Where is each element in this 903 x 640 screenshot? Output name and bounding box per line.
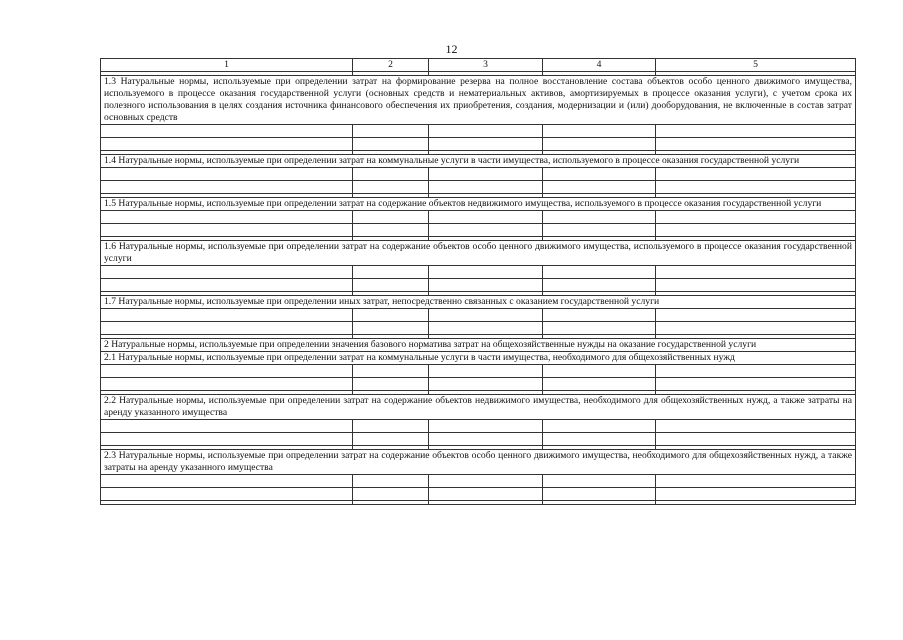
empty-cell <box>353 309 429 322</box>
empty-data-row <box>101 488 856 501</box>
empty-cell <box>353 279 429 292</box>
empty-cell <box>543 211 656 224</box>
empty-cell <box>656 309 856 322</box>
empty-cell <box>656 266 856 279</box>
empty-cell <box>429 125 543 138</box>
section-heading: 1.5 Натуральные нормы, используемые при определении затрат на содержание объектов недвижимого имущества, используемого в процессе оказания государственной услуги <box>101 198 856 211</box>
empty-cell <box>101 224 353 237</box>
empty-data-row <box>101 309 856 322</box>
empty-cell <box>656 365 856 378</box>
page-number: 12 <box>445 42 458 56</box>
empty-cell <box>353 322 429 335</box>
empty-cell <box>101 365 353 378</box>
empty-cell <box>656 488 856 501</box>
spacer-row <box>101 501 856 505</box>
empty-data-row <box>101 322 856 335</box>
empty-cell <box>543 501 656 505</box>
section-heading-row <box>101 339 856 352</box>
empty-data-row <box>101 168 856 181</box>
empty-cell <box>543 168 656 181</box>
empty-cell <box>543 125 656 138</box>
empty-cell <box>543 488 656 501</box>
empty-cell <box>353 138 429 151</box>
empty-cell <box>101 475 353 488</box>
empty-data-row <box>101 433 856 446</box>
empty-cell <box>656 181 856 194</box>
empty-cell <box>429 168 543 181</box>
column-header-3: 3 <box>429 59 543 72</box>
empty-cell <box>429 488 543 501</box>
section-heading: 2 Натуральные нормы, используемые при определении значения базового норматива затрат на общехозяйственные нужды на оказание государственной услуги <box>101 339 856 352</box>
empty-data-row <box>101 125 856 138</box>
empty-cell <box>543 279 656 292</box>
column-header-2: 2 <box>353 59 429 72</box>
empty-cell <box>101 181 353 194</box>
empty-cell <box>429 224 543 237</box>
empty-cell <box>543 378 656 391</box>
empty-cell <box>429 475 543 488</box>
empty-cell <box>101 420 353 433</box>
empty-cell <box>543 420 656 433</box>
empty-cell <box>353 224 429 237</box>
section-heading-row <box>101 296 856 309</box>
empty-data-row <box>101 224 856 237</box>
empty-cell <box>353 168 429 181</box>
empty-data-row <box>101 181 856 194</box>
empty-cell <box>656 322 856 335</box>
empty-data-row <box>101 378 856 391</box>
empty-cell <box>353 433 429 446</box>
section-heading-row <box>101 241 856 266</box>
empty-data-row <box>101 365 856 378</box>
section-heading: 1.6 Натуральные нормы, используемые при определении затрат на содержание объектов особо ценного движимого имущества, используемого в процессе оказания государственной услуги <box>101 241 856 266</box>
empty-cell <box>656 138 856 151</box>
empty-cell <box>101 488 353 501</box>
empty-cell <box>429 211 543 224</box>
column-header-1: 1 <box>101 59 353 72</box>
empty-cell <box>429 420 543 433</box>
section-heading: 1.7 Натуральные нормы, используемые при определении иных затрат, непосредственно связанных с оказанием государственной услуги <box>101 296 856 309</box>
empty-cell <box>429 365 543 378</box>
empty-cell <box>543 475 656 488</box>
empty-cell <box>543 309 656 322</box>
empty-cell <box>101 168 353 181</box>
empty-cell <box>543 266 656 279</box>
empty-cell <box>429 322 543 335</box>
section-heading: 2.3 Натуральные нормы, используемые при определении затрат на содержание объектов особо ценного движимого имущества, необходимого для общехозяйственных нужд, а также затраты на аренду указанного имущества <box>101 450 856 475</box>
column-number-row <box>101 59 856 72</box>
empty-cell <box>353 420 429 433</box>
section-heading: 1.3 Натуральные нормы, используемые при определении затрат на формирование резерва на полное восстановление состава объектов особо ценного движимого имущества, используемого в процессе оказания государственной услуги (основных средств и нематериальных активов, амортизируемых в процессе оказания услуги), с учетом срока их полезного использования в целях создания источника финансового обеспечения их приобретения, создания, модернизации и (или) дооборудования, не включенные в состав затрат основных средств <box>101 76 856 125</box>
empty-cell <box>543 138 656 151</box>
empty-cell <box>656 211 856 224</box>
empty-cell <box>353 125 429 138</box>
empty-data-row <box>101 420 856 433</box>
section-heading: 2.1 Натуральные нормы, используемые при определении затрат на коммунальные услуги в части имущества, необходимого для общехозяйственных нужд <box>101 352 856 365</box>
empty-cell <box>656 279 856 292</box>
empty-cell <box>101 279 353 292</box>
empty-cell <box>353 378 429 391</box>
section-heading-row <box>101 155 856 168</box>
empty-cell <box>353 501 429 505</box>
empty-cell <box>429 266 543 279</box>
empty-cell <box>543 181 656 194</box>
empty-data-row <box>101 138 856 151</box>
empty-cell <box>353 181 429 194</box>
empty-cell <box>101 433 353 446</box>
column-header-4: 4 <box>543 59 656 72</box>
empty-cell <box>656 420 856 433</box>
empty-cell <box>353 211 429 224</box>
empty-cell <box>429 279 543 292</box>
empty-cell <box>101 501 353 505</box>
empty-cell <box>101 322 353 335</box>
section-heading: 2.2 Натуральные нормы, используемые при определении затрат на содержание объектов недвижимого имущества, необходимого для общехозяйственных нужд, а также затраты на аренду указанного имущества <box>101 395 856 420</box>
section-heading-row <box>101 76 856 125</box>
empty-cell <box>101 266 353 279</box>
empty-cell <box>543 365 656 378</box>
column-header-5: 5 <box>656 59 856 72</box>
empty-cell <box>429 138 543 151</box>
section-heading-row <box>101 198 856 211</box>
empty-cell <box>101 211 353 224</box>
empty-cell <box>543 224 656 237</box>
section-heading-row <box>101 450 856 475</box>
empty-data-row <box>101 211 856 224</box>
empty-cell <box>429 378 543 391</box>
empty-cell <box>429 309 543 322</box>
empty-cell <box>353 475 429 488</box>
empty-cell <box>656 433 856 446</box>
empty-cell <box>656 224 856 237</box>
empty-cell <box>101 138 353 151</box>
empty-cell <box>429 433 543 446</box>
empty-cell <box>101 309 353 322</box>
empty-cell <box>656 378 856 391</box>
empty-cell <box>543 322 656 335</box>
section-heading: 1.4 Натуральные нормы, используемые при определении затрат на коммунальные услуги в части имущества, используемого в процессе оказания государственной услуги <box>101 155 856 168</box>
empty-cell <box>101 125 353 138</box>
empty-cell <box>353 365 429 378</box>
empty-cell <box>656 475 856 488</box>
empty-data-row <box>101 266 856 279</box>
empty-cell <box>353 266 429 279</box>
empty-cell <box>429 181 543 194</box>
empty-cell <box>656 125 856 138</box>
empty-cell <box>353 488 429 501</box>
empty-cell <box>429 501 543 505</box>
table-body <box>101 59 856 505</box>
empty-cell <box>101 378 353 391</box>
section-heading-row <box>101 395 856 420</box>
natural-norms-table <box>100 58 856 505</box>
empty-cell <box>656 168 856 181</box>
empty-data-row <box>101 279 856 292</box>
section-heading-row <box>101 352 856 365</box>
empty-cell <box>543 433 656 446</box>
empty-cell <box>656 501 856 505</box>
empty-data-row <box>101 475 856 488</box>
